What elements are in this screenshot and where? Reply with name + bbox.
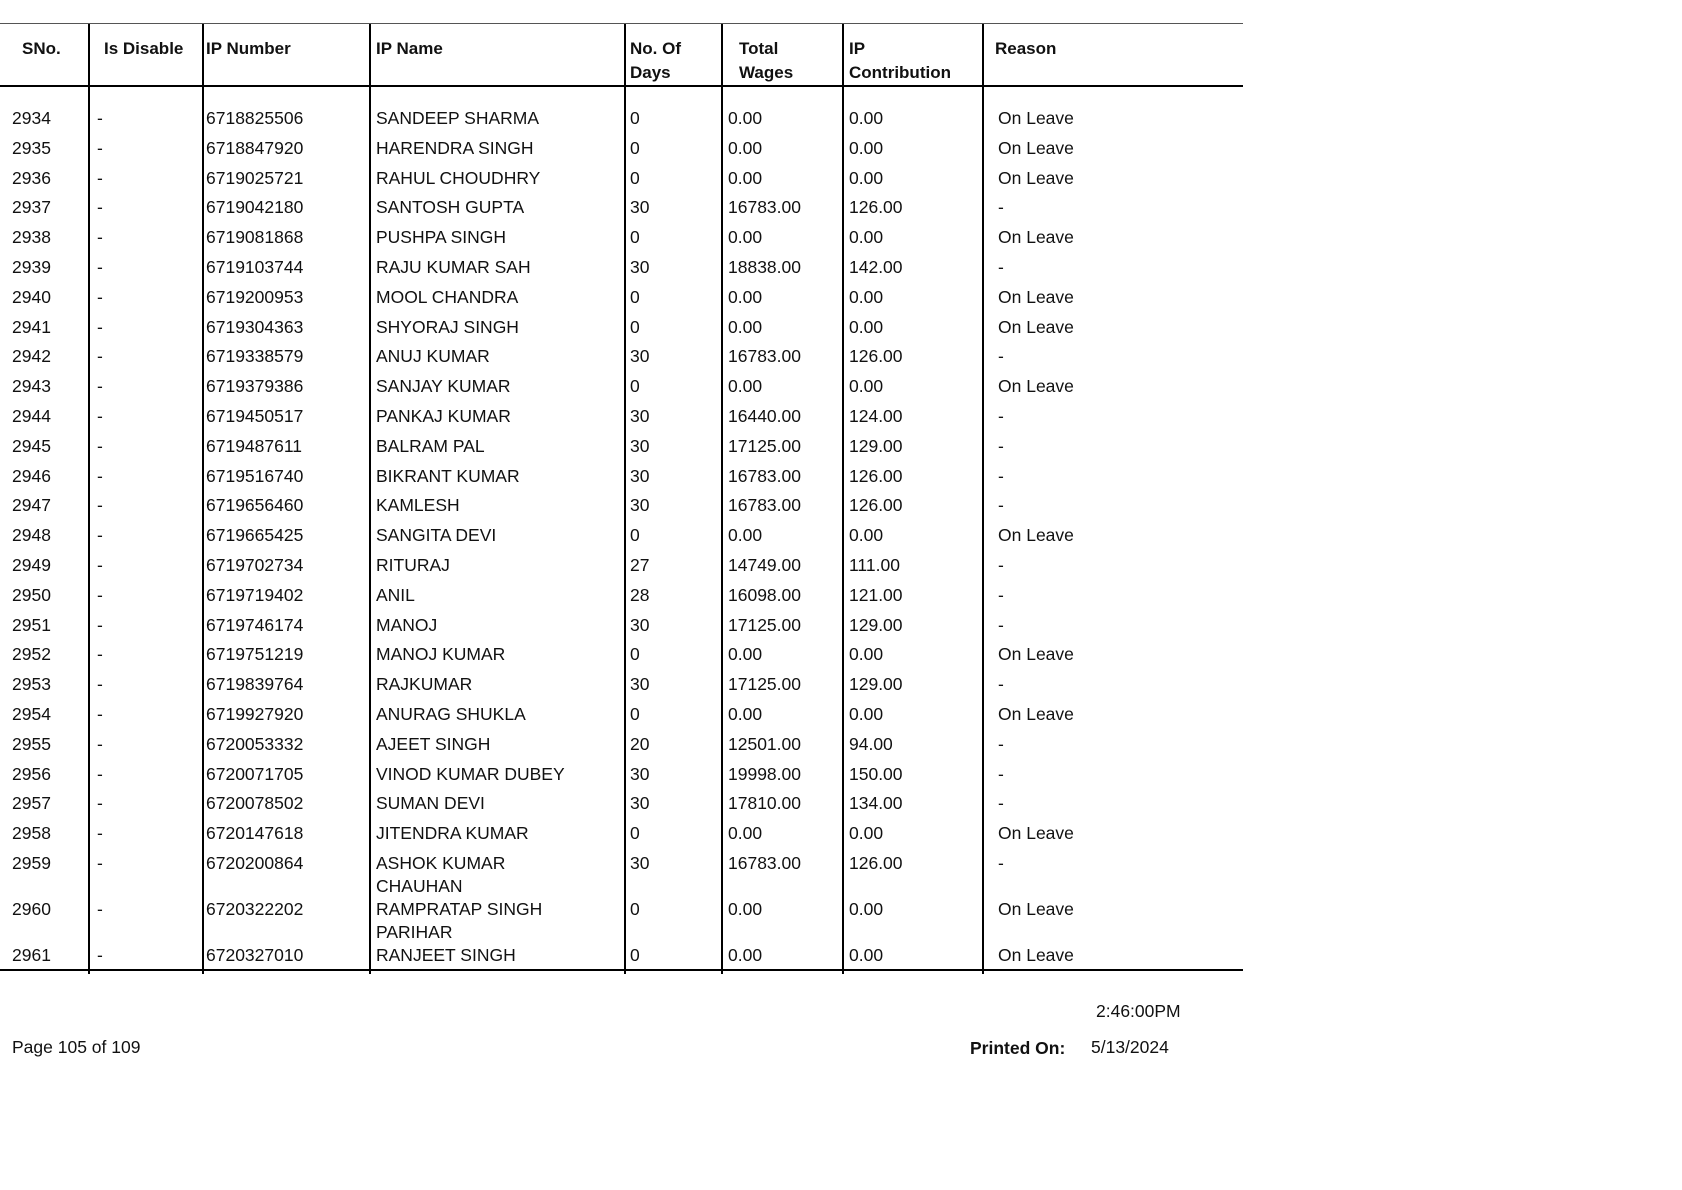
cell-days: 30 bbox=[630, 614, 650, 635]
cell-is-disable: - bbox=[97, 763, 103, 784]
col-divider-5 bbox=[721, 24, 723, 974]
cell-total-wages: 0.00 bbox=[728, 376, 763, 397]
cell-total-wages: 16783.00 bbox=[728, 853, 801, 873]
cell-ip-contribution: 0.00 bbox=[849, 944, 884, 965]
cell-ip-name: RANJEET SINGH bbox=[376, 944, 516, 965]
cell-ip-contribution: 129.00 bbox=[849, 674, 903, 695]
cell-total-wages: 0.00 bbox=[728, 316, 763, 337]
cell-total-wages: 0.00 bbox=[728, 644, 763, 665]
header-contribution-line2: Contribution bbox=[849, 63, 951, 82]
cell-ip-number: 6719025721 bbox=[206, 167, 304, 188]
cell-sno: 2951 bbox=[12, 614, 51, 635]
col-divider-2 bbox=[202, 24, 204, 974]
cell-sno: 2952 bbox=[12, 644, 51, 665]
cell-is-disable: - bbox=[97, 898, 103, 919]
cell-total-wages: 16098.00 bbox=[728, 584, 801, 605]
cell-ip-contribution: 0.00 bbox=[849, 823, 884, 844]
cell-ip-name: SANDEEP SHARMA bbox=[376, 108, 540, 128]
cell-ip-contribution: 0.00 bbox=[849, 644, 884, 665]
cell-total-wages: 16783.00 bbox=[728, 495, 801, 516]
cell-ip-contribution: 142.00 bbox=[849, 257, 903, 277]
cell-is-disable: - bbox=[97, 644, 103, 665]
cell-ip-contribution: 0.00 bbox=[849, 137, 884, 158]
cell-ip-name: CHAUHAN bbox=[376, 876, 463, 896]
cell-reason: On Leave bbox=[998, 376, 1074, 397]
col-divider-6 bbox=[842, 24, 844, 974]
cell-days: 0 bbox=[630, 525, 640, 546]
cell-ip-name: HARENDRA SINGH bbox=[376, 137, 534, 158]
cell-ip-number: 6720071705 bbox=[206, 763, 304, 784]
cell-ip-name: SANGITA DEVI bbox=[376, 525, 497, 546]
cell-sno: 2955 bbox=[12, 733, 51, 754]
cell-ip-contribution: 0.00 bbox=[849, 316, 884, 337]
cell-sno: 2934 bbox=[12, 108, 51, 128]
cell-reason: - bbox=[998, 674, 1004, 695]
cell-ip-number: 6719487611 bbox=[206, 435, 303, 456]
header-reason: Reason bbox=[995, 39, 1057, 58]
col-divider-4 bbox=[624, 24, 626, 974]
cell-reason: - bbox=[998, 257, 1004, 277]
cell-sno: 2935 bbox=[12, 137, 51, 158]
header-ip-name: IP Name bbox=[376, 39, 443, 58]
cell-total-wages: 16783.00 bbox=[728, 465, 801, 486]
cell-reason: - bbox=[998, 853, 1004, 873]
header-wages-line1: Total bbox=[739, 39, 779, 58]
cell-ip-number: 6719042180 bbox=[206, 197, 304, 218]
cell-sno: 2959 bbox=[12, 853, 51, 873]
cell-ip-name: RITURAJ bbox=[376, 555, 450, 575]
cell-total-wages: 0.00 bbox=[728, 898, 763, 919]
cell-ip-number: 6719927920 bbox=[206, 704, 304, 724]
cell-sno: 2957 bbox=[12, 793, 51, 814]
cell-is-disable: - bbox=[97, 406, 103, 426]
cell-total-wages: 17810.00 bbox=[728, 793, 801, 814]
cell-sno: 2958 bbox=[12, 823, 51, 844]
cell-is-disable: - bbox=[97, 733, 103, 754]
cell-total-wages: 0.00 bbox=[728, 137, 763, 158]
cell-ip-number: 6719379386 bbox=[206, 376, 304, 397]
cell-days: 30 bbox=[630, 406, 650, 426]
cell-ip-number: 6720053332 bbox=[206, 733, 304, 754]
table-top-rule bbox=[0, 23, 1243, 24]
printed-time: 2:46:00PM bbox=[1096, 1001, 1181, 1021]
header-contribution-line1: IP bbox=[849, 39, 866, 58]
cell-total-wages: 0.00 bbox=[728, 227, 763, 248]
col-divider-3 bbox=[369, 24, 371, 974]
cell-ip-name: PUSHPA SINGH bbox=[376, 227, 506, 248]
cell-reason: On Leave bbox=[998, 137, 1074, 158]
cell-ip-contribution: 0.00 bbox=[849, 286, 884, 307]
cell-total-wages: 16783.00 bbox=[728, 346, 801, 367]
cell-ip-number: 6720147618 bbox=[206, 823, 304, 844]
cell-days: 30 bbox=[630, 197, 650, 218]
cell-total-wages: 0.00 bbox=[728, 704, 763, 724]
cell-ip-name: KAMLESH bbox=[376, 495, 460, 516]
cell-ip-name: PARIHAR bbox=[376, 921, 453, 942]
cell-days: 30 bbox=[630, 465, 650, 486]
cell-reason: - bbox=[998, 495, 1004, 516]
cell-reason: On Leave bbox=[998, 898, 1074, 919]
cell-days: 0 bbox=[630, 944, 640, 965]
cell-is-disable: - bbox=[97, 346, 103, 367]
cell-days: 30 bbox=[630, 853, 650, 873]
cell-reason: - bbox=[998, 614, 1004, 635]
cell-is-disable: - bbox=[97, 316, 103, 337]
cell-reason: On Leave bbox=[998, 316, 1074, 337]
cell-days: 0 bbox=[630, 823, 640, 844]
cell-ip-name: ASHOK KUMAR bbox=[376, 853, 506, 873]
cell-ip-contribution: 134.00 bbox=[849, 793, 903, 814]
cell-ip-contribution: 126.00 bbox=[849, 495, 903, 516]
cell-sno: 2950 bbox=[12, 584, 51, 605]
cell-total-wages: 0.00 bbox=[728, 823, 763, 844]
cell-is-disable: - bbox=[97, 465, 103, 486]
cell-ip-name: RAJU KUMAR SAH bbox=[376, 257, 531, 277]
cell-ip-contribution: 0.00 bbox=[849, 376, 884, 397]
cell-is-disable: - bbox=[97, 137, 103, 158]
cell-ip-name: VINOD KUMAR DUBEY bbox=[376, 763, 565, 784]
cell-reason: On Leave bbox=[998, 525, 1074, 546]
cell-sno: 2944 bbox=[12, 406, 51, 426]
cell-reason: - bbox=[998, 435, 1004, 456]
cell-sno: 2961 bbox=[12, 944, 51, 965]
cell-sno: 2948 bbox=[12, 525, 51, 546]
cell-ip-contribution: 124.00 bbox=[849, 406, 903, 426]
cell-ip-number: 6719081868 bbox=[206, 227, 304, 248]
cell-reason: On Leave bbox=[998, 108, 1074, 128]
cell-days: 30 bbox=[630, 793, 650, 814]
cell-sno: 2937 bbox=[12, 197, 51, 218]
cell-sno: 2956 bbox=[12, 763, 51, 784]
cell-sno: 2953 bbox=[12, 674, 51, 695]
cell-ip-contribution: 0.00 bbox=[849, 227, 884, 248]
cell-ip-contribution: 0.00 bbox=[849, 704, 884, 724]
cell-ip-contribution: 126.00 bbox=[849, 853, 903, 873]
cell-ip-number: 6718847920 bbox=[206, 137, 304, 158]
cell-total-wages: 0.00 bbox=[728, 525, 763, 546]
cell-ip-name: MOOL CHANDRA bbox=[376, 286, 519, 307]
printed-on-date: 5/13/2024 bbox=[1091, 1037, 1169, 1057]
cell-total-wages: 12501.00 bbox=[728, 733, 801, 754]
cell-total-wages: 0.00 bbox=[728, 944, 763, 965]
header-ip-number: IP Number bbox=[206, 39, 291, 58]
header-sno: SNo. bbox=[22, 39, 61, 58]
cell-days: 0 bbox=[630, 704, 640, 724]
cell-is-disable: - bbox=[97, 257, 103, 277]
cell-reason: - bbox=[998, 584, 1004, 605]
cell-sno: 2938 bbox=[12, 227, 51, 248]
cell-reason: On Leave bbox=[998, 227, 1074, 248]
cell-reason: On Leave bbox=[998, 167, 1074, 188]
cell-ip-number: 6719839764 bbox=[206, 674, 304, 695]
cell-days: 28 bbox=[630, 584, 650, 605]
cell-days: 30 bbox=[630, 495, 650, 516]
cell-ip-contribution: 126.00 bbox=[849, 346, 903, 367]
cell-reason: On Leave bbox=[998, 704, 1074, 724]
cell-reason: On Leave bbox=[998, 823, 1074, 844]
cell-ip-name: BALRAM PAL bbox=[376, 435, 485, 456]
cell-ip-name: PANKAJ KUMAR bbox=[376, 406, 511, 426]
header-days-line1: No. Of bbox=[630, 39, 681, 58]
col-divider-1 bbox=[88, 24, 90, 974]
cell-ip-contribution: 150.00 bbox=[849, 763, 903, 784]
cell-is-disable: - bbox=[97, 823, 103, 844]
cell-total-wages: 18838.00 bbox=[728, 257, 801, 277]
cell-reason: - bbox=[998, 793, 1004, 814]
cell-is-disable: - bbox=[97, 167, 103, 188]
cell-ip-contribution: 129.00 bbox=[849, 614, 903, 635]
cell-days: 0 bbox=[630, 227, 640, 248]
cell-sno: 2946 bbox=[12, 465, 51, 486]
cell-total-wages: 16783.00 bbox=[728, 197, 801, 218]
cell-sno: 2945 bbox=[12, 435, 51, 456]
cell-total-wages: 17125.00 bbox=[728, 435, 801, 456]
cell-ip-name: MANOJ bbox=[376, 614, 438, 635]
cell-reason: On Leave bbox=[998, 644, 1074, 665]
col-divider-7 bbox=[982, 24, 984, 974]
cell-sno: 2936 bbox=[12, 167, 51, 188]
cell-days: 30 bbox=[630, 763, 650, 784]
cell-ip-number: 6719719402 bbox=[206, 584, 304, 605]
cell-ip-name: JITENDRA KUMAR bbox=[376, 823, 529, 844]
cell-reason: On Leave bbox=[998, 944, 1074, 965]
cell-reason: On Leave bbox=[998, 286, 1074, 307]
cell-is-disable: - bbox=[97, 227, 103, 248]
cell-ip-contribution: 0.00 bbox=[849, 108, 884, 128]
cell-is-disable: - bbox=[97, 793, 103, 814]
cell-ip-number: 6719746174 bbox=[206, 614, 304, 635]
cell-ip-contribution: 0.00 bbox=[849, 167, 884, 188]
cell-is-disable: - bbox=[97, 584, 103, 605]
cell-days: 30 bbox=[630, 346, 650, 367]
cell-ip-contribution: 129.00 bbox=[849, 435, 903, 456]
cell-ip-name: SHYORAJ SINGH bbox=[376, 316, 519, 337]
cell-ip-number: 6719338579 bbox=[206, 346, 304, 367]
cell-ip-name: RAJKUMAR bbox=[376, 674, 473, 695]
cell-ip-name: ANIL bbox=[376, 584, 415, 605]
cell-ip-contribution: 0.00 bbox=[849, 898, 884, 919]
cell-is-disable: - bbox=[97, 286, 103, 307]
cell-days: 0 bbox=[630, 316, 640, 337]
cell-ip-name: ANURAG SHUKLA bbox=[376, 704, 526, 724]
cell-sno: 2943 bbox=[12, 376, 51, 397]
cell-ip-number: 6719304363 bbox=[206, 316, 304, 337]
cell-days: 0 bbox=[630, 108, 640, 128]
cell-ip-name: SUMAN DEVI bbox=[376, 793, 485, 814]
cell-reason: - bbox=[998, 197, 1004, 218]
cell-is-disable: - bbox=[97, 108, 103, 128]
cell-ip-name: RAHUL CHOUDHRY bbox=[376, 167, 541, 188]
cell-reason: - bbox=[998, 763, 1004, 784]
cell-days: 20 bbox=[630, 733, 650, 754]
cell-ip-name: MANOJ KUMAR bbox=[376, 644, 506, 665]
cell-sno: 2949 bbox=[12, 555, 51, 575]
cell-is-disable: - bbox=[97, 197, 103, 218]
cell-ip-number: 6719200953 bbox=[206, 286, 304, 307]
cell-ip-contribution: 0.00 bbox=[849, 525, 884, 546]
cell-total-wages: 0.00 bbox=[728, 167, 763, 188]
cell-ip-number: 6720078502 bbox=[206, 793, 304, 814]
page-info: Page 105 of 109 bbox=[12, 1037, 141, 1057]
cell-ip-number: 6719751219 bbox=[206, 644, 304, 665]
cell-ip-contribution: 111.00 bbox=[849, 555, 900, 575]
cell-is-disable: - bbox=[97, 525, 103, 546]
header-is-disable: Is Disable bbox=[104, 39, 184, 58]
cell-is-disable: - bbox=[97, 944, 103, 965]
header-days-line2: Days bbox=[630, 63, 671, 82]
cell-reason: - bbox=[998, 733, 1004, 754]
cell-sno: 2942 bbox=[12, 346, 51, 367]
cell-ip-number: 6719450517 bbox=[206, 406, 304, 426]
cell-reason: - bbox=[998, 406, 1004, 426]
cell-ip-name: SANTOSH GUPTA bbox=[376, 197, 525, 218]
cell-total-wages: 0.00 bbox=[728, 108, 763, 128]
printed-on-label: Printed On: bbox=[970, 1038, 1066, 1058]
cell-sno: 2939 bbox=[12, 257, 51, 277]
cell-is-disable: - bbox=[97, 555, 103, 575]
cell-days: 0 bbox=[630, 376, 640, 397]
cell-reason: - bbox=[998, 346, 1004, 367]
cell-sno: 2954 bbox=[12, 704, 51, 724]
cell-reason: - bbox=[998, 555, 1004, 575]
header-wages-line2: Wages bbox=[739, 63, 794, 82]
cell-ip-name: AJEET SINGH bbox=[376, 733, 491, 754]
cell-total-wages: 17125.00 bbox=[728, 674, 801, 695]
cell-sno: 2947 bbox=[12, 495, 51, 516]
cell-ip-contribution: 126.00 bbox=[849, 465, 903, 486]
cell-total-wages: 14749.00 bbox=[728, 555, 801, 575]
cell-days: 0 bbox=[630, 898, 640, 919]
cell-ip-number: 6719516740 bbox=[206, 465, 304, 486]
cell-ip-number: 6720322202 bbox=[206, 898, 304, 919]
cell-days: 30 bbox=[630, 674, 650, 695]
cell-ip-number: 6719702734 bbox=[206, 555, 304, 575]
cell-ip-name: BIKRANT KUMAR bbox=[376, 465, 520, 486]
header-bottom-rule bbox=[0, 85, 1243, 87]
cell-ip-contribution: 94.00 bbox=[849, 733, 893, 754]
cell-is-disable: - bbox=[97, 376, 103, 397]
cell-ip-number: 6719656460 bbox=[206, 495, 304, 516]
cell-total-wages: 0.00 bbox=[728, 286, 763, 307]
cell-sno: 2940 bbox=[12, 286, 51, 307]
cell-ip-number: 6719665425 bbox=[206, 525, 304, 546]
cell-days: 30 bbox=[630, 257, 650, 277]
cell-total-wages: 17125.00 bbox=[728, 614, 801, 635]
cell-days: 0 bbox=[630, 286, 640, 307]
cell-days: 0 bbox=[630, 167, 640, 188]
cell-is-disable: - bbox=[97, 435, 103, 456]
cell-ip-name: SANJAY KUMAR bbox=[376, 376, 511, 397]
cell-ip-number: 6718825506 bbox=[206, 108, 304, 128]
cell-is-disable: - bbox=[97, 674, 103, 695]
cell-ip-contribution: 121.00 bbox=[849, 584, 903, 605]
cell-is-disable: - bbox=[97, 614, 103, 635]
cell-days: 27 bbox=[630, 555, 650, 575]
cell-is-disable: - bbox=[97, 704, 103, 724]
cell-ip-contribution: 126.00 bbox=[849, 197, 903, 218]
cell-ip-name: RAMPRATAP SINGH bbox=[376, 898, 543, 919]
cell-sno: 2960 bbox=[12, 898, 51, 919]
cell-total-wages: 19998.00 bbox=[728, 763, 801, 784]
cell-sno: 2941 bbox=[12, 316, 51, 337]
cell-days: 0 bbox=[630, 644, 640, 665]
cell-reason: - bbox=[998, 465, 1004, 486]
cell-ip-number: 6720327010 bbox=[206, 944, 304, 965]
cell-total-wages: 16440.00 bbox=[728, 406, 801, 426]
cell-days: 30 bbox=[630, 435, 650, 456]
cell-ip-name: ANUJ KUMAR bbox=[376, 346, 490, 367]
table-bottom-rule bbox=[0, 969, 1243, 971]
cell-days: 0 bbox=[630, 137, 640, 158]
cell-is-disable: - bbox=[97, 853, 103, 873]
cell-is-disable: - bbox=[97, 495, 103, 516]
cell-ip-number: 6719103744 bbox=[206, 257, 304, 277]
cell-ip-number: 6720200864 bbox=[206, 853, 304, 873]
